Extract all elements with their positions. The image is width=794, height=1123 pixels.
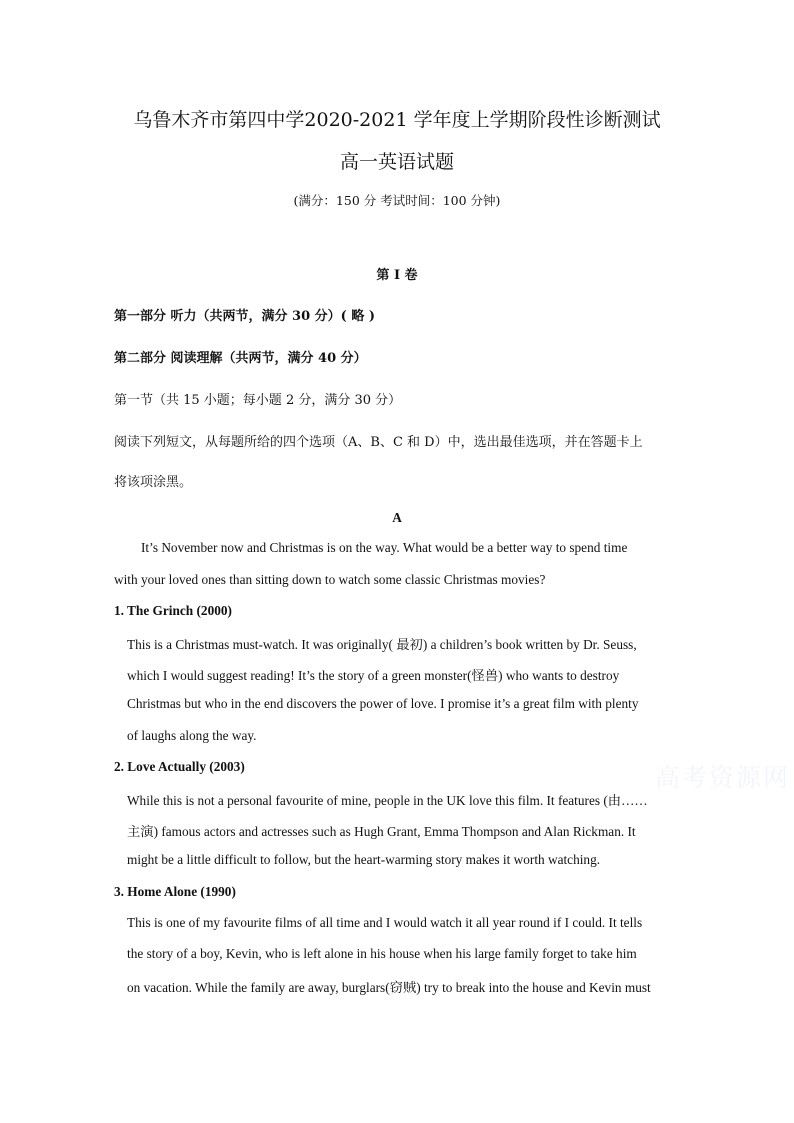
film-heading: 1. The Grinch (2000) bbox=[114, 603, 232, 618]
film-text-line: might be a little difficult to follow, but the heart-warming story makes it worth watching. bbox=[127, 852, 601, 867]
part1-heading: 第一部分 听力（共两节，满分 30 分）( 略 ) bbox=[114, 309, 376, 324]
instruction-line-1: 阅读下列短文，从每题所给的四个选项（A、B、C 和 D）中，选出最佳选项，并在答题卡上 bbox=[114, 435, 643, 450]
volume-heading: 第 I 卷 bbox=[376, 268, 418, 283]
film-text-line: the story of a boy, Kevin, who is left alone in his house when his large family forget to take him bbox=[127, 946, 637, 961]
passage-label: A bbox=[392, 510, 402, 525]
film-text-line: 主演) famous actors and actresses such as Hugh Grant, Emma Thompson and Alan Rickman. It bbox=[127, 824, 636, 839]
watermark-logo: 高考资源网 bbox=[655, 763, 791, 792]
film-text-line: This is one of my favourite films of all time and I would watch it all year round if I could. It tells bbox=[127, 915, 643, 930]
part2-heading: 第二部分 阅读理解（共两节，满分 40 分） bbox=[114, 351, 367, 366]
film-text-line: While this is not a personal favourite of mine, people in the UK love this film. It features (由…… bbox=[127, 793, 648, 808]
film-heading: 2. Love Actually (2003) bbox=[114, 759, 245, 774]
film-text-line: of laughs along the way. bbox=[127, 728, 257, 743]
exam-title: 乌鲁木齐市第四中学2020-2021 学年度上学期阶段性诊断测试 bbox=[133, 109, 661, 131]
exam-subtitle: 高一英语试题 bbox=[339, 151, 454, 173]
film-text-line: on vacation. While the family are away, burglars(窃贼) try to break into the house and Kevin must bbox=[127, 980, 651, 995]
film-text-line: which I would suggest reading! It’s the story of a green monster(怪兽) who wants to destroy bbox=[127, 668, 620, 683]
instruction-line-2: 将该项涂黑。 bbox=[114, 475, 193, 490]
passage-intro-line-1: It’s November now and Christmas is on the way. What would be a better way to spend time bbox=[141, 540, 628, 555]
film-text-line: This is a Christmas must-watch. It was originally( 最初) a children’s book written by Dr. Seuss, bbox=[127, 637, 637, 652]
passage-intro-line-2: with your loved ones than sitting down to watch some classic Christmas movies? bbox=[114, 572, 546, 587]
score-time-line: (满分：150 分 考试时间：100 分钟) bbox=[293, 193, 501, 208]
film-text-line: Christmas but who in the end discovers the power of love. I promise it’s a great film with plenty bbox=[127, 696, 639, 711]
section1-heading: 第一节（共 15 小题；每小题 2 分，满分 30 分） bbox=[114, 393, 402, 408]
film-heading: 3. Home Alone (1990) bbox=[114, 884, 236, 899]
